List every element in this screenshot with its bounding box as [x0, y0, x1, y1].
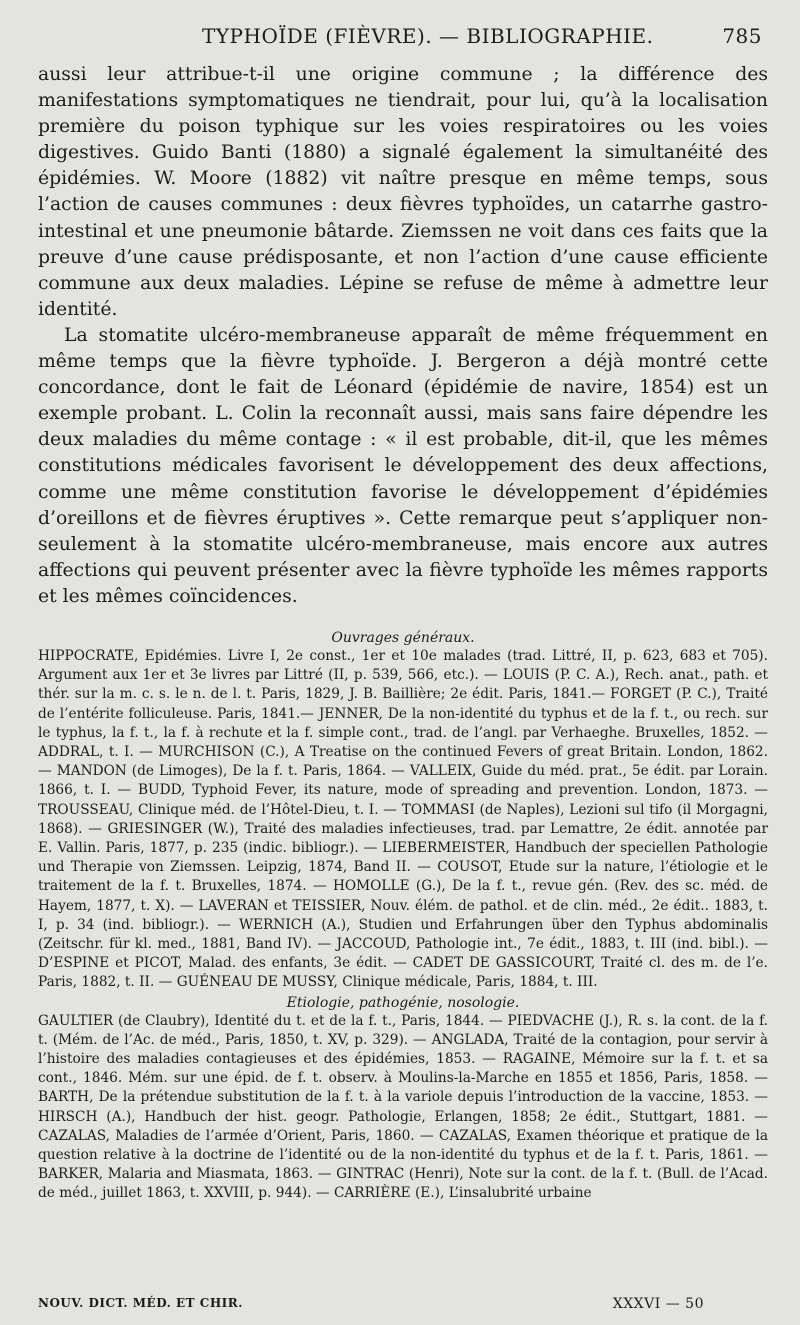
- running-header: [38, 24, 768, 54]
- header-title: TYPHOÏDE (FIÈVRE). — BIBLIOGRAPHIE.: [202, 24, 654, 48]
- section-heading: Ouvrages généraux.: [331, 629, 475, 646]
- main-text: [38, 62, 768, 610]
- page-footer: [38, 1296, 704, 1312]
- footer-signature-left: NOUV. DICT. MÉD. ET CHIR.: [38, 1296, 243, 1310]
- bibliography-block: GAULTIER (de Claubry), Identité du t. et de la f. t., Paris, 1844. — PIEDVACHE (J.), R. s. la cont. de la f. t. (Mém. de l’Ac. de méd., Paris, 1850, t. XV, p. 329). — ANGLADA, Traité de la contagion, pour servir à l’histoire des maladies contagieuses et des épidémies, 1853. — RAGAINE, Mémoire sur la f. t. et sa cont., 1846. Mém. sur une épid. de f. t. observ. à Moulins-la-Marche en 1855 et 1856, Paris, 1858. — BARTH, De la prétendue substitution de la f. t. à la variole depuis l’introduction de la vaccine, 1853. — HIRSCH (A.), Handbuch der hist. geogr. Pathologie, Erlangen, 1858; 2e édit., Stuttgart, 1881. — CAZALAS, Maladies de l’armée d’Orient, Paris, 1860. — CAZALAS, Examen théorique et pratique de la question relative à la doctrine de l’identité ou de la non-identité du typhus et de la f. t. Paris, 1861. — BARKER, Malaria and Miasmata, 1863. — GINTRAC (Henri), Note sur la cont. de la f. t. (Bull. de l’Acad. de méd., juillet 1863, t. XXVIII, p. 944). — CARRIÈRE (E.), L’insalubrité urbaine: [38, 1012, 768, 1202]
- paragraph: aussi leur attribue-t-il une origine commune ; la différence des manifestations symptomatiques ne tiendrait, pour lui, qu’à la localisation première du poison typhique sur les voies respiratoires ou les voies digestives. Guido Banti (1880) a signalé également la simultanéité des épidémies. W. Moore (1882) vit naître presque en même temps, sous l’action de causes communes : deux fièvres typhoïdes, un catarrhe gastro-intestinal et une pneumonie bâtarde. Ziemssen ne voit dans ces faits que la preuve d’une cause prédisposante, et non l’action d’une cause efficiente commune aux deux maladies. Lépine se refuse de même à admettre leur identité.: [38, 64, 768, 320]
- page-number: 785: [722, 24, 762, 48]
- paragraph: La stomatite ulcéro-membraneuse apparaît de même fréquemment en même temps que la fièvre typhoïde. J. Bergeron a déjà montré cette concordance, dont le fait de Léonard (épidémie de navire, 1854) est un exemple probant. L. Colin la reconnaît aussi, mais sans faire dépendre les deux maladies du même contage : « il est probable, dit-il, que les mêmes constitutions médicales favorisent le développement des deux affections, comme une même constitution favorise le développement d’épidémies d’oreillons et de fièvres éruptives ». Cette remarque peut s’appliquer non-seulement à la stomatite ulcéro-membraneuse, mais encore aux autres affections qui peuvent présenter avec la fièvre typhoïde les mêmes rapports et les mêmes coïncidences.: [38, 324, 768, 607]
- bibliography-block: HIPPOCRATE, Epidémies. Livre I, 2e const., 1er et 10e malades (trad. Littré, II, p. 623, 683 et 705). Argument aux 1er et 3e livres par Littré (II, p. 539, 566, etc.). — LOUIS (P. C. A.), Rech. anat., path. et thér. sur la m. c. s. le n. de l. t. Paris, 1829, J. B. Baillière; 2e édit. Paris, 1841.— FORGET (P. C.), Traité de l’entérite folliculeuse. Paris, 1841.— JENNER, De la non-identité du typhus et de la f. t., ou rech. sur le typhus, la f. t., la f. à rechute et la f. simple cont., trad. de l’angl. par Verhaeghe. Bruxelles, 1852. — ADDRAL, t. I. — MURCHISON (C.), A Treatise on the continued Fevers of great Britain. London, 1862. — MANDON (de Limoges), De la f. t. Paris, 1864. — VALLEIX, Guide du méd. prat., 5e édit. par Lorain. 1866, t. I. — BUDD, Typhoid Fever, its nature, mode of spreading and prevention. London, 1873. — TROUSSEAU, Clinique méd. de l’Hôtel-Dieu, t. I. — TOMMASI (de Naples), Lezioni sul tifo (il Morgagni, 1868). — GRIESINGER (W.), Traité des maladies infectieuses, trad. par Lemattre, 2e édit. annotée par E. Vallin. Paris, 1877, p. 235 (indic. bibliogr.). — LIEBERMEISTER, Handbuch der speciellen Pathologie und Therapie von Ziemssen. Leipzig, 1874, Band II. — COUSOT, Etude sur la nature, l’étiologie et le traitement de la f. t. Bruxelles, 1874. — HOMOLLE (G.), De la f. t., revue gén. (Rev. des sc. méd. de Hayem, 1877, t. X). — LAVERAN et TEISSIER, Nouv. élém. de pathol. et de clin. méd., 2e édit.. 1883, t. I, p. 34 (ind. bibliogr.). — WERNICH (A.), Studien und Erfahrungen über den Typhus abdominalis (Zeitschr. für kl. med., 1881, Band IV). — JACCOUD, Pathologie int., 7e édit., 1883, t. III (ind. bibl.). — D’ESPINE et PICOT, Malad. des enfants, 3e édit. — CADET DE GASSICOURT, Traité cl. des m. de l’e. Paris, 1882, t. II. — GUÉNEAU DE MUSSY, Clinique médicale, Paris, 1884, t. III.: [38, 647, 768, 991]
- footer-signature-right: XXXVI — 50: [612, 1296, 704, 1312]
- section-heading: Etiologie, pathogénie, nosologie.: [286, 994, 520, 1011]
